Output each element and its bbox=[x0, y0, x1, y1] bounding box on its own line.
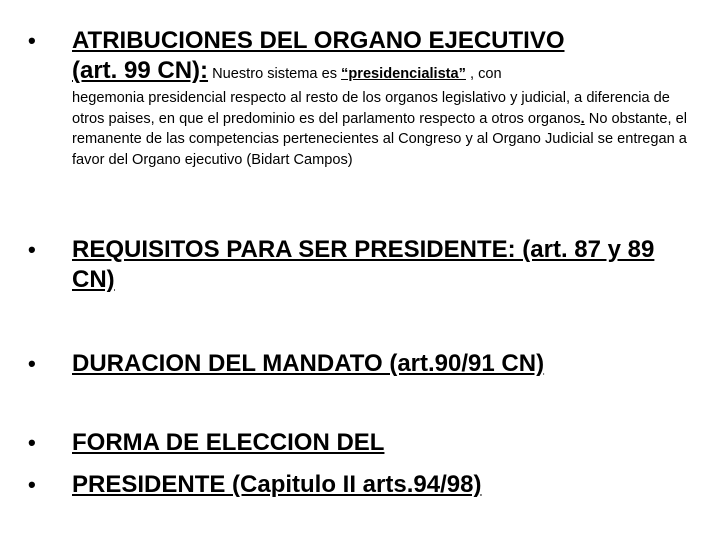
bullet-item-atribuciones bbox=[28, 26, 698, 170]
heading-atribuciones-line2-row bbox=[72, 56, 698, 86]
heading-atribuciones-line2: (art. 99 CN): bbox=[72, 57, 209, 84]
bullet-marker: • bbox=[28, 351, 36, 376]
heading-forma-eleccion: FORMA DE ELECCION DEL bbox=[72, 429, 385, 456]
bullet-content bbox=[72, 26, 698, 170]
intro-text: Nuestro sistema es bbox=[208, 66, 342, 82]
description-paragraph bbox=[72, 88, 698, 170]
bullet-item-requisitos bbox=[28, 235, 698, 295]
heading-requisitos: REQUISITOS PARA SER PRESIDENTE: (art. 87 y 89 CN) bbox=[72, 236, 655, 293]
description-part2: No obstante, el remanente de las competencias pertenecientes al Congreso y al Organo Judicial se entregan a favor del Organo ejecutivo (Bidart Campos) bbox=[72, 110, 687, 168]
heading-presidente: PRESIDENTE (Capitulo II arts.94/98) bbox=[72, 471, 482, 498]
description-part1: hegemonia presidencial respecto al resto de los organos legislativo y judicial, a diferencia de otros paises, en que el predominio es del parlamento respecto a otros organos bbox=[72, 90, 670, 127]
bullet-marker: • bbox=[28, 472, 36, 497]
heading-atribuciones-line1: ATRIBUCIONES DEL ORGANO EJECUTIVO bbox=[72, 27, 565, 54]
intro-text-after: , con bbox=[465, 66, 502, 82]
bullet-marker: • bbox=[28, 28, 36, 53]
bullet-marker: • bbox=[28, 430, 36, 455]
heading-duracion: DURACION DEL MANDATO (art.90/91 CN) bbox=[72, 350, 545, 377]
presidencialista-term: “presidencialista” bbox=[341, 66, 466, 82]
description-period: . bbox=[580, 110, 585, 127]
bullet-item-forma-eleccion bbox=[28, 428, 698, 458]
bullet-item-presidente bbox=[28, 470, 698, 500]
bullet-marker: • bbox=[28, 237, 36, 262]
bullet-item-duracion bbox=[28, 349, 698, 379]
